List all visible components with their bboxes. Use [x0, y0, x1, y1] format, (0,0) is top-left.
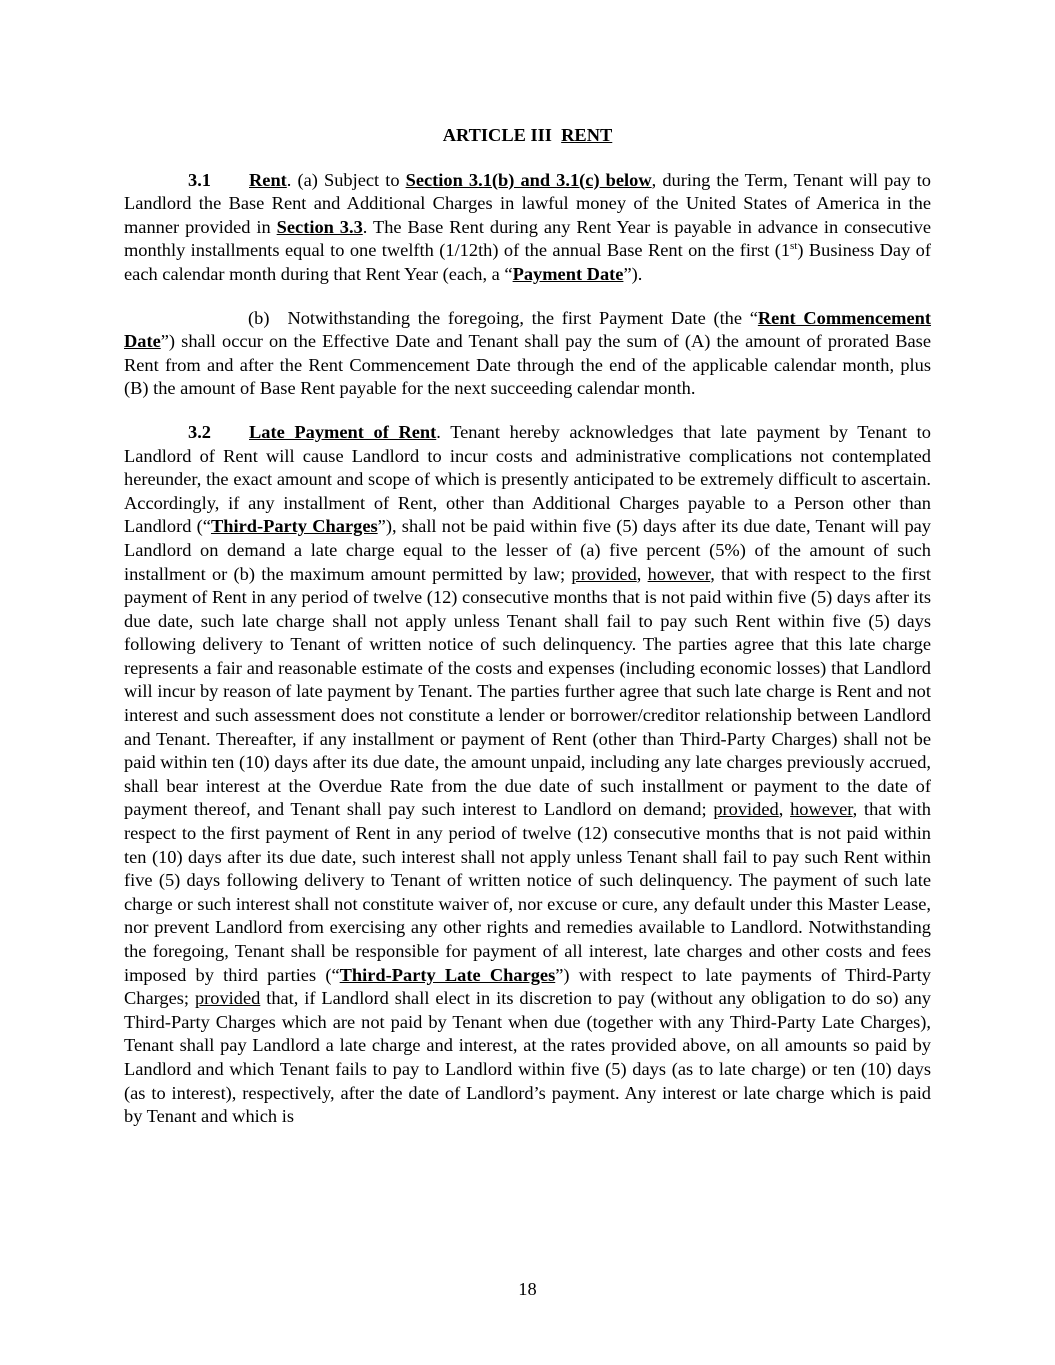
section-number: 3.2 [188, 421, 211, 442]
article-label: ARTICLE III [442, 125, 552, 145]
section-heading: Rent [249, 169, 287, 190]
proviso-word: however [790, 799, 853, 820]
defined-term: Rent Commencement Date [124, 307, 932, 352]
defined-term: Third-Party Charges [210, 516, 378, 537]
cross-reference: Section 3.1(b) and 3.1(c) below [405, 169, 652, 190]
page-number: 18 [518, 1279, 537, 1299]
section-number: 3.1 [188, 169, 211, 190]
section-3-1-b: (b) Notwithstanding the foregoing, the first Payment Date (the “Rent Commencement Date”) shall occur on the Effective Date and Tenant shall pay the sum of (A) the amount of prorated Base Rent from and after the Rent Commencement Date through the end of the applicable calendar month, plus (B) the amount of Base Rent payable for the next succeeding calendar month. [124, 307, 932, 399]
defined-term: Payment Date [512, 263, 624, 284]
document-page [124, 124, 931, 1149]
article-name: RENT [561, 125, 613, 145]
defined-term: Third-Party Late Charges [339, 964, 556, 985]
superscript: st [790, 240, 798, 253]
cross-reference: Section 3.3 [276, 216, 363, 237]
proviso-word: however [647, 563, 711, 584]
proviso-word: provided [194, 988, 261, 1009]
section-3-1-a: 3.1 Rent. (a) Subject to Section 3.1(b) and 3.1(c) below, during the Term, Tenant will pay to Landlord the Base Rent and Additional Charges in lawful money of the United States of America in the manner provided in Section 3.3. The Base Rent during any Rent Year is payable in advance in consecutive monthly installments equal to one twelfth (1/12th) of the annual Base Rent on the first (1st) Business Day of each calendar month during that Rent Year (each, a “Payment Date”). [124, 169, 932, 284]
proviso-word: provided [571, 563, 637, 584]
section-3-2: 3.2 Late Payment of Rent. Tenant hereby acknowledges that late payment by Tenant to Landlord of Rent will cause Landlord to incur costs and administrative complications not contemplated hereunder, the exact amount and scope of which is presently anticipated to be extremely difficult to ascertain. Accordingly, if any installment of Rent, other than Additional Charges payable to a Person other than Landlord (“Third-Party Charges”), shall not be paid within five (5) days after its due date, Tenant will pay Landlord on demand a late charge equal to the lesser of (a) five percent (5%) of the amount of such installment or (b) the maximum amount permitted by law; provided, however, that with respect to the first payment of Rent in any period of twelve (12) consecutive months that is not paid within five (5) days after its due date, such late charge shall not apply unless Tenant shall fail to pay such Rent within five (5) days following delivery to Tenant of written notice of such delinquency. The parties agree that this late charge represents a fair and reasonable estimate of the costs and expenses (including economic losses) that Landlord will incur by reason of late payment by Tenant. The parties further agree that such late charge is Rent and not interest and such assessment does not constitute a lender or borrower/creditor relationship between Landlord and Tenant. Thereafter, if any installment or payment of Rent (other than Third-Party Charges) shall not be paid within ten (10) days after its due date, the amount unpaid, including any late charges previously accrued, shall bear interest at the Overdue Rate from the due date of such installment or payment to the date of payment thereof, and Tenant shall pay such interest to Landlord on demand; provided, however, that with respect to the first payment of Rent in any period of twelve (12) consecutive months that is not paid within ten (10) days after its due date, such interest shall not apply unless Tenant shall fail to pay such Rent within five (5) days following delivery to Tenant of written notice of such delinquency. The payment of such late charge or such interest shall not constitute waiver of, nor excuse or cure, any default under this Master Lease, nor prevent Landlord from exercising any other rights and remedies available to Landlord. Notwithstanding the foregoing, Tenant shall be responsible for payment of all interest, late charges and other costs and fees imposed by third parties (“Third-Party Late Charges”) with respect to late payments of Third-Party Charges; provided that, if Landlord shall elect in its discretion to pay (without any obligation to do so) any Third-Party Charges which are not paid by Tenant when due (together with any Third-Party Late Charges), Tenant shall pay Landlord a late charge and interest, at the rates provided above, on all amounts so paid by Landlord and which Tenant fails to pay to Landlord within five (5) days (as to late charge) or ten (10) days (as to interest), respectively, after the date of Landlord’s payment. Any interest or late charge which is paid by Tenant and which is [124, 421, 932, 1127]
subsection-label: (b) [248, 307, 270, 328]
proviso-word: provided [713, 799, 779, 820]
article-title [124, 124, 931, 148]
section-heading: Late Payment of Rent [249, 421, 437, 442]
